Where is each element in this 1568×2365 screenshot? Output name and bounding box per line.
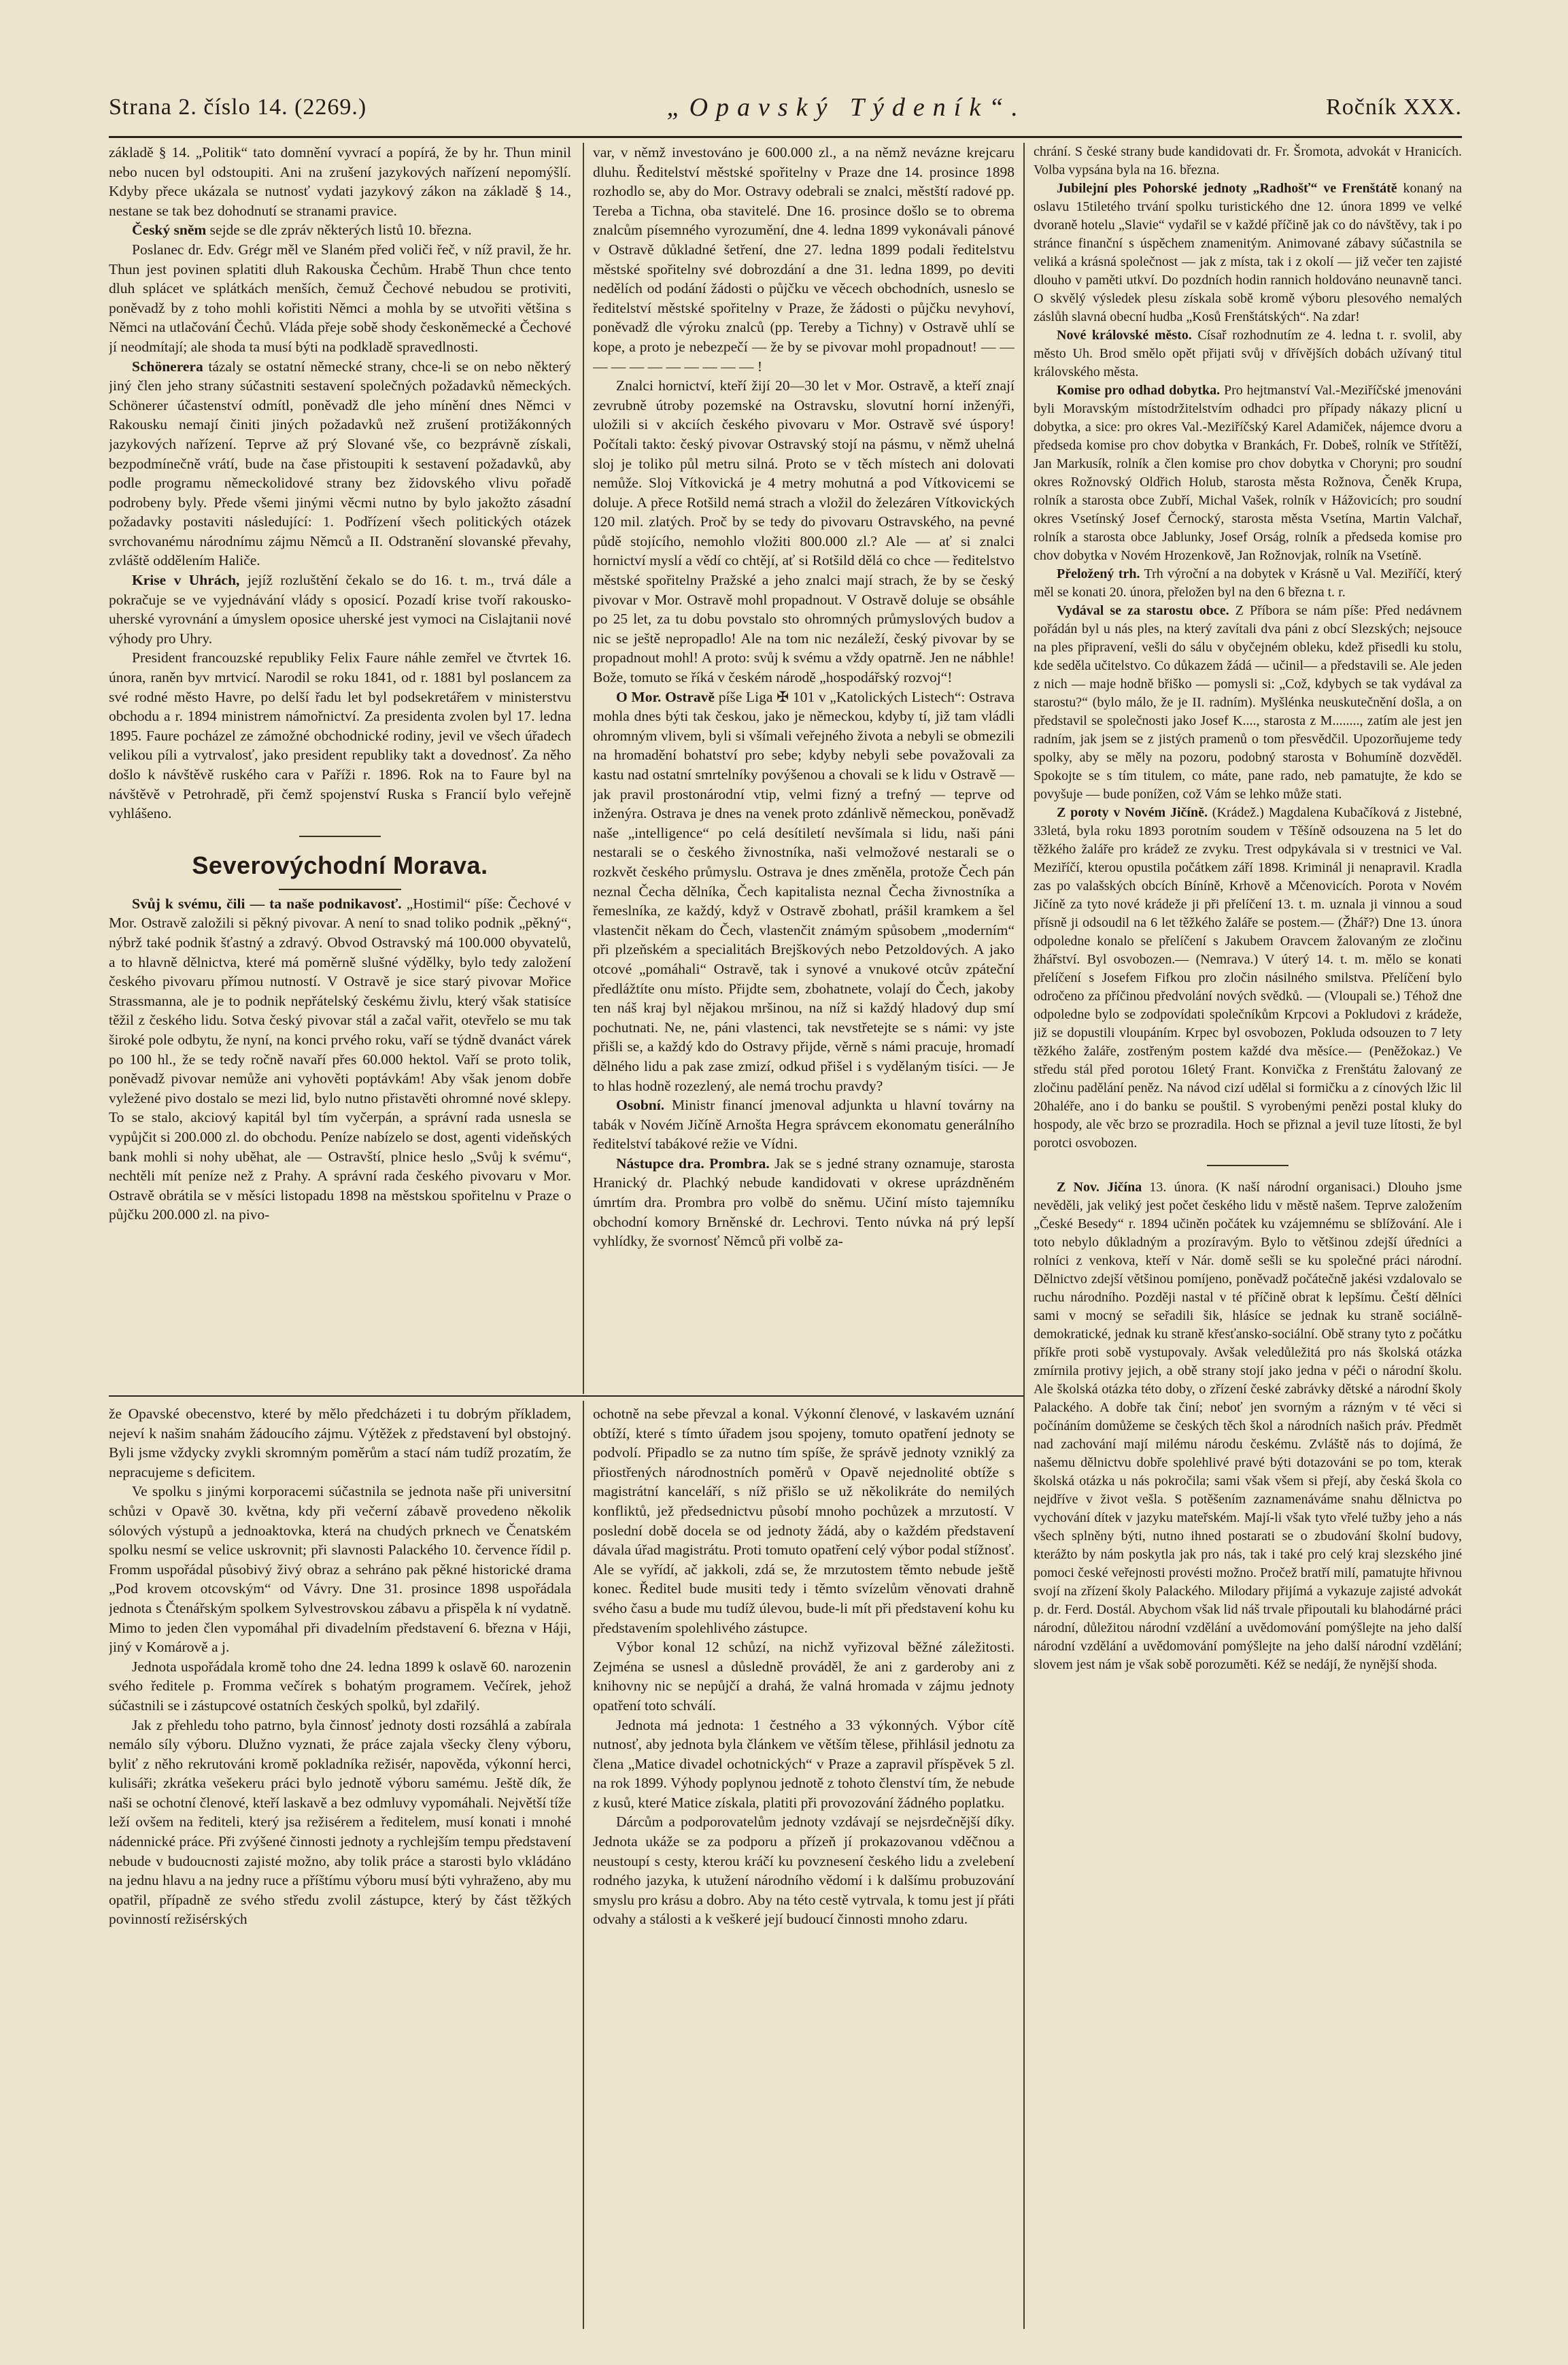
paragraph: Jednota má jednota: 1 čestného a 33 výkonných. Výbor cítě nutnosť, aby jednota byla článkem ve větším tělese, přihlásil jednotu za člena „Matice divadel ochotnických“ v Praze a zapravil příspěvek 5 zl. na rok 1899. Výhody poplynou jednotě z tohoto členství tím, že nebude z kusů, které Matice získala, platiti při provozování žádného poplatku. — [593, 1716, 1015, 1811]
paragraph: Dárcům a podporovatelům jednoty vzdávají se nejsrdečnější díky. Jednota ukáže se za podporu a přízeň jí prokazovanou vděčnou a neustoupí s cesty, kterou kráčí ku povznesení českého lidu a zvelebení rodného jazyka, k utužení národního vědomí i k dalšímu probuzování smyslu pro krásu a dobro. Aby na této cestě vytrvala, k tomu jest jí přáti odvahy a stálosti a k veškeré její budoucí činnosti mnoho zdaru. — [593, 1814, 1015, 1928]
paragraph-text: Ministr financí jmenoval adjunkta u hlavní továrny na tabák v Novém Jičíně Arnošta Hegra správcem ekonomatu generálního ředitelství tabákové režie ve Vídni. — [593, 1097, 1015, 1153]
paragraph-text: Jak se s jedné strany oznamuje, starosta Hranický dr. Plachký nebude kandidovati v okrese uprázdněném úmrtím dra. Prombra pro volbě do sněmu. Učiní místo tajemníku obchodní komory Brněnské dr. Lechrovi. Tento núvka ná prý lepší vyhlídky, že svornosť Němců při volbě za- — [593, 1155, 1015, 1250]
paragraph-lead: Nástupce dra. Prombra. — [616, 1155, 770, 1172]
column-rule-3 — [583, 1401, 584, 2329]
paragraph-lead: Z poroty v Novém Jičíně. — [1057, 805, 1208, 820]
paragraph — [593, 1095, 1015, 1154]
paragraph — [109, 571, 571, 648]
paragraph — [1034, 1178, 1462, 1674]
paragraph-lead: Komise pro odhad dobytka. — [1057, 383, 1221, 398]
header-rule — [109, 136, 1462, 138]
paragraph-lead: Z Nov. Jičína — [1057, 1180, 1142, 1195]
paragraph-lead: O Mor. Ostravě — [616, 688, 715, 705]
paragraph — [1034, 180, 1462, 326]
paragraph-text: Pro hejtmanství Val.-Meziříčské jmenováni byli Moravským místodržitelstvím odhadci pro případy nákazy plicní u dobytka, a sice: pro okres Val.-Meziříčský Karel Adamiček, nájemce dvoru a předseda komise pro chov dobytka v Brankách, Fr. Dobeš, rolník ve Střítěží, Jan Markusík, rolník a člen komise pro chov dobytka v Choryni; pro soudní okres Rožnovský Oldřich Holub, starosta města Rožnova, Čeněk Krupa, rolník a starosta obce Zubří, Michal Vašek, rolník v Hážovicích; pro soudní okres Vsetínský Josef Černocký, starosta města Vsetína, Martin Valchař, rolník a starosta obce Jablunky, Josef Orság, rolník a předseda komise pro chov dobytka v Novém Hrozenkově, Jan Rožnovjak, rolník na Vsetíně. — [1034, 383, 1462, 563]
paragraph: základě § 14. „Politik“ tato domnění vyvrací a popírá, že by hr. Thun minil nebo nucen byl odstoupiti. Ani na zrušení jazykových nařízení nepomýšlí. Kdyby přece ukázala se nutnosť vydati jazykový zákon na základě § 14., nestane se tak bez dohodnutí se stranami pravice. — [109, 144, 571, 219]
paragraph-lead: Schönerera — [132, 358, 203, 375]
separator — [1207, 1165, 1289, 1166]
page-header — [109, 87, 1462, 128]
newspaper-title: „Opavský Týdeník“. — [666, 93, 1026, 122]
paragraph: Jednota uspořádala kromě toho dne 24. ledna 1899 k oslavě 60. narozenin svého ředitele p. Fromma večírek s bohatým programem. Večírek, jehož súčastnili se i zástupcové ostatních českých spolků, byl zdařilý. — [109, 1658, 571, 1714]
paragraph — [1034, 326, 1462, 381]
column-rule-2 — [1023, 143, 1025, 2329]
separator — [299, 836, 381, 837]
paragraph-text: tázaly se ostatní německé strany, chce-li se on nebo některý jiný člen jeho strany súčastniti sestavení společných požadavků německých. Schönerer účastenství odmítl, poněvadž dle jeho mínění dnes Němci v Rakousku nemají činiti jiných požadavků než zrušení protižákonných jazykových nařízení. Teprve až prý Slované vše, co bezprávně získali, bezpodmínečně vrátí, bude na čase přistoupiti k sestavení požadavků, aby podle programu německolidové strany bez židovského vlivu pořadě podrobeny byly. Přede všemi jinými věcmi nutno by bylo jakožto zásadní požadavky postaviti následující: 1. Podřízení všech politických otázek svrchovanému národnímu zájmu Němců a II. Odstranění slovanské převahy, zvláště oddělením Haliče. — [109, 358, 571, 569]
newspaper-page — [109, 75, 1462, 2339]
paragraph-text: Trh výroční a na dobytek v Krásně u Val. Meziříčí, který měl se konati 20. února, přeložen byl na den 6 března t. r. — [1034, 566, 1462, 600]
paragraph: Ve spolku s jinými korporacemi súčastnila se jednota naše při universitní schůzi v Opavě 30. května, kdy při večerní zábavě provedeno několik sólových výstupů a jednoaktovka, která na chudých prknech ve Čenatském spolku nesmí se velice uskrovnit; při slavnosti Palackého 10. července řídil p. Fromm uspořádal působivý živý obraz a sehráno pak pěkné historické drama „Pod krovem otcovským“ od Vávry. Dne 31. prosince 1898 uspořádala jednota s Čtenářským spolkem Sylvestrovskou zábavu a přispěla k ní vydatně. Mimo to jeden člen vypomáhal při divadelním představení 6. března v Háji, jiný v Komárově a j. — [109, 1483, 571, 1656]
paragraph: var, v němž investováno je 600.000 zl., a na němž nevázne krejcaru dluhu. Ředitelství městské spořitelny v Praze dne 14. prosince 1898 rozhodlo se, aby do Mor. Ostravy odebrali se znalci, městští radové pp. Tereba a Tichna, oba stavitelé. Dne 16. prosince došlo se to obrema znalcům písemného vyrozumění, dne 4. ledna 1899 vykonávali pánové v Ostravě důkladné šetření, dne 27. ledna 1899 podali ředitelstvu městské spořitelny své dobrozdání a dne 31. ledna 1899, po deviti nedělích od podání žádosti o půjčku ve věcech obchodních, usneslo se ředitelství městské spořitelny v Praze, že žádosti o půjčku nevyhoví, poněvadž dle výroku znalců (pp. Tereby a Tichny) v Ostravě uhlí se kope, a proto je nebezpečí — že by se pivovar mohl propadnout! — — — — — — — — — — — ! — [593, 144, 1015, 375]
paragraph-text: sejde se dle zpráv některých listů 10. března. — [206, 222, 472, 239]
paragraph: Znalci hornictví, kteří žijí 20—30 let v Mor. Ostravě, a kteří znají zevrubně útroby pozemské na Ostravsku, slovutní horní inženýři, uložili si v akciích českého pivovaru v Mor. Ostravě své úspory! Počítali takto: český pivovar Ostravský stojí na pásmu, v němž uhelná sloj je toliko půl metru silná. Proto se v těch místech ani dolovati nemůže. Sloj Vítkovická je 4 metry mohutná a pod Vítkovicemi se doluje. A přece Rotšild nemá strach a vložil do železáren Vítkovických 120 mil. zlatých. Proč by se tedy do pivovaru Ostravského, na pevné půdě stojícího, nemohlo vložiti 800.000 zl.? Ale — ať si znalci hornictví myslí a vědí co chtějí, ať si Rotšild dělá co chce — ředitelstvo městské spořitelny Pražské a jeho znalci mají strach, že by se český pivovar v Mor. Ostravě mohl propadnout. V Ostravě doluje se obsáhle po 25 let, za tu dobu povstalo sto ohromných průmyslových budov a nic se ještě nepropadlo! Ale na tom nic nezáleží, český pivovar by se propadnout mohl! A proto: svůj k svému a vždy opatrně. Jen ne nábhle! Bože, tomuto se říká v českém národě „hospodářský rozvoj“! — [593, 377, 1015, 686]
paragraph — [109, 220, 571, 240]
paragraph — [1034, 602, 1462, 804]
paragraph-text: jejíž rozluštění čekalo se do 16. t. m., trvá dále a pokračuje se ve vyjednávání vlády s oposicí. Pozadí krise tvoří rakousko-uherské vyrovnání a úmyslem oposice uherské jest vymoci na Cislajtanii nové výhody pro Uhry. — [109, 572, 571, 647]
paragraph — [1034, 565, 1462, 602]
paragraph: že Opavské obecenstvo, které by mělo předcházeti i tu dobrým příkladem, nejeví k našim snahám žádoucího zájmu. Výtěžek z představení byl obstojný. Byli jsme vždycky zvykli skromným poměrům a stací nám tudíž prozatím, že nepracujeme s deficitem. — [109, 1406, 571, 1480]
paragraph: President francouzské republiky Felix Faure náhle zemřel ve čtvrtek 16. února, raněn byv mrtvicí. Narodil se roku 1841, od r. 1881 byl poslancem za své rodné město Havre, po delší řadu let byl podsekretářem v ministerstvu obchodu a r. 1894 ministrem námořnictví. Za presidenta zvolen byl 17. ledna 1895. Faure pocházel ze zámožné obchodnické rodiny, jevil ve všech úřadech velikou píli a vytrvalosť, jako president republiky takt a dovednosť. Za něho došlo k návštěvě ruského cara v Paříži r. 1896. Rok na to Faure byl na návštěvě v Petrohradě, při čemž spojenství Ruska s Francií bylo veřejně vyhlášeno. — [109, 649, 571, 822]
paragraph: Výbor konal 12 schůzí, na nichž vyřizoval běžné záležitosti. Zejména se usnesl a důsledně prováděl, že ani z garderoby ani z knihovny nic se nepůjčí a drahá, že valná hromada v zájmu jednoty opatření toto schválí. — [593, 1639, 1015, 1714]
paragraph-lead: Vydával se za starostu obce. — [1057, 603, 1229, 618]
paragraph-lead: Jubilejní ples Pohorské jednoty „Radhošť“ ve Frenštátě — [1057, 181, 1397, 196]
column-2 — [593, 143, 1015, 1394]
mid-horizontal-rule — [109, 1395, 1023, 1397]
paragraph — [109, 357, 571, 571]
paragraph-lead: Český sněm — [132, 222, 207, 239]
paragraph-text: (Krádež.) Magdalena Kubačíková z Jistebné, 33letá, byla roku 1893 porotním soudem v Těšíně odsouzena na 5 let do těžkého žaláře pro krádež ze zvyku. Trest odpykávala si v trestnici ve Val. Meziříčí, kterou opustila počátkem září 1898. Kriminál ji nenapravil. Kradla zas po valašských obcích Bíníně, Krhově a Mčenovicích. Porota v Novém Jičíně za tyto nové krádeže ji při přelíčení 13. t. m. uznala ji vinnou a soud přísně ji odsoudil na 6 let těžkého žaláře se postem.— (Žhář?) Dne 13. února odpoledne konalo se přelíčení s Jakubem Oravcem žalovaným ze zločinu žhářství. Byl osvobozen.— (Nemrava.) V úterý 14. t. m. mělo se konati přelíčení s Josefem Fifkou pro zločin násilného smilstva. Přelíčení bylo odročeno za příčinou předvolání nových svědků. — (Vloupali se.) Téhož dne odpoledne bylo se zodpovídati společníkům Krpcovi a Pokludovi z krádeže, již se dopustili vloupáním. Krpec byl osvobozen, Pokluda odsouzen to 7 lety těžkého žaláře, zostřeným postem každé dva měsíce.— (Peněžokaz.) Ve středu stál před porotou 16letý Frant. Konvička z Frenštátu žalovaný ze zločinu padělání peněz. Na návod cizí udělal si formičku a z cínových lžic lil 20haléře, ano i do banku se pouštil. S vyrobenými penězi postal kluky do hospody, ale věc brzo se prozradila. Hoch se přiznal a jevil tuze lítosti, že byl porotci osvobozen. — [1034, 805, 1462, 1151]
section-title: Severovýchodní Morava. — [192, 851, 488, 879]
paragraph-text: píše Liga ✠ 101 v „Katolických Listech“: Ostrava mohla dnes býti tak českou, jako je německou, kdyby tí, již tam vládli ohromným vlivem, byli si všímali veřejného života a nebyli se obmezili na hromadění bohatství pro sebe; kdyby nebyli sebe považovali za kastu nad ostatní smrtelníky povýšenou a chovali se k lidu v Ostravě — jak pravil prostonárodní vtip, velmi fizný a trefný — teprve od inženýra. Ostrava je dnes na venek proto zdánlivě německou, poněvadž naše „intelligence“ po celá desítiletí nevšímala si lidu, naši páni nestarali se o českého živnostníka, naši velmožové nestarali se o rozkvět českého průmyslu. Ostrava je dnes změněla, protože Čech pán neznal Čecha dělníka, Čech kapitalista neznal Čecha živnostníka a řemeslníka, ze každý, když v Ostravě zbohatl, prášil kramkem a šel vlastenčit někam do Čech, vlastenčit známým spůsobem „moderním“ při plzeňském a specialitách Brejškových nebo Petzoldových. A jako otcové „pomáhali“ Ostravě, tak i synové a vnukové otcův zpáteční předlážtíte onu místo. Přijdte sem, zbohatnete, volají do Čech, jakoby ten náš kraj byl nějakou mršinou, na níž si každý hladový dup smí pochutnati. Ne, ne, páni vlastenci, tak nevstřetejte se s námi: vy jste přišli se, a každý kdo do Ostravy přijde, věrně s námi pracuje, hromadí dělného lidu a pak zase zmizí, odkud přišel i s vydělaným tisíci. — Je to hlas hodně rozezlený, ale nemá trochu pravdy? — [593, 688, 1015, 1094]
paragraph-lead: Osobní. — [616, 1097, 665, 1114]
paragraph — [109, 894, 571, 1225]
paragraph — [1034, 804, 1462, 1153]
paragraph: Jak z přehledu toho patrno, byla činnosť jednoty dosti rozsáhlá a zabírala nemálo síly výboru. Dlužno vyznati, že práce zajala všecky členy výboru, byliť z něho rekrutováni kromě pokladníka režisér, napověda, výkonní herci, kulisáři; zkrátka vešekeru práci bylo jednotě výboru samému. Ještě dík, že naši se ochotní členové, kteří laskavě a bez odmluvy vypomáhali. Největší tíže leží ovšem na řediteli, který jsa režisérem a ředitelem, musí konati i mnohé nádennické práce. Při zvýšené činnosti jednoty a rychlejším tempu představení nebude v budoucnosti zajisté možno, aby tolik práce a starosti bylo vkládáno na jednu hlavu a na jedny ruce a příštímu výboru musí býti vyhraženo, aby mu opatřil, případně ze svého středu zvolil zástupce, který by část těžkých povinností režisérských — [109, 1716, 571, 1928]
paragraph: ochotně na sebe převzal a konal. Výkonní členové, v laskavém uznání obtíží, které s tímto úřadem jsou spojeny, tomuto opatření jednoty se podvolí. Připadlo se za nutno tím spíše, že správě jednoty vzniklý za přiostřených národnostních poměrů v Opavě nejednolité obtíže s magistrátní kanceláří, s níž přišlo se už několikráte do nemilých konfliktů, jež předsednictvu působí mnoho pochůzek a mrzutostí. V poslední době docela se od jednoty žádá, aby o každém představení dávala úřad magistrátu. Proti tomuto opatření celý výbor podal stížnosť. Ale se vyřídí, ač jakkoli, zdá se, že mrzutostem těmto nebude ještě konec. Ředitel bude musiti tedy i těmto svízelům věnovati drahně svého času a bude mu tudíž úlevou, bude-li mít při představení kohu ku představením spolehlivého zástupce. — [593, 1406, 1015, 1636]
paragraph: Poslanec dr. Edv. Grégr měl ve Slaném před voliči řeč, v níž pravil, že hr. Thun jest povinen splatiti dluh Rakouska Čechům. Hrabě Thun chce tento dluh splácet ve splátkách menších, čemuž Čechové nebudou se protiviti, poněvadž by z toho mohli kořistiti Němci a mohla by se utvořiti většina s Němci na utlačování Čechů. Vláda přeje sobě shody českoněmecké a Čechové jí neodmítají; ale shoda ta musí býti na podkladě spravedlnosti. — [109, 241, 571, 355]
paragraph: chrání. S české strany bude kandidovati dr. Fr. Šromota, advokát v Hranicích. Volba vypsána byla na 16. března. — [1034, 144, 1462, 177]
column-1 — [109, 143, 571, 1394]
paragraph-text: 13. února. (K naší národní organisaci.) Dlouho jsme nevěděli, jak veliký jest počet českého lidu v městě našem. Teprve založením „České Besedy“ r. 1894 učiněn počátek ku vzájemnému se sblížování. Ale i toto nebylo důkladným a prozíravým. Bylo to většinou zdejší úředníci a rolníci z venkova, kteří v Nár. domě sešli se ku společné práci národní. Dělnictvo zdejší většinou pomíjeno, poněvadž počátečně jakési vzdalovalo se ruchu národního. Později nastal v té příčině obrat k lepšímu. Čeští dělníci sami v mocný se seřadili šik, hlásíce se jednak ku straně sociálně-demokratické, jednak ku straně křesťansko-sociální. Obě strany tyto z počátku příkře proti sobě vystupovaly. Avšak veledůležitá pro nás školská otázka zmírnila protivy jejich, a obě strany stojí jako jedna v péči o národní školu. Ale školská otázka této doby, o zřízení české zabrávky dětské a národní školy Palackého. A dobře tak činí; neboť jen svorným a rázným v té věci si počínáním domůžeme se českých těch škol a národních našich práv. Předmět nad zachování mají milému národu českému. Zvláště nás to dojímá, že našemu dělnictvu dobře spolehlivé pravé býti dotazováni se po tom, kterak školská otázka u nás pokročila; sami však všem si přejí, aby česká škola co nejdříve v život vešla. S potěšením zaznamenáváme snahu dělnictva po vychování dítek v jazyku mateřském. Mají-li však tyto vřelé tužby jeho a nás všech splněny býti, nutno ihned postarati se o zbudování školní budovy, kterážto by nám poskytla jak pro nás, tak i také pro celý kraj slezského jiné pomoci české veřejnosti provésti možno. Pročež bratří milí, pamatujte hřivnou svojí na zřízení školy Palackého. Milodary přijímá a vykazuje zajisté advokát p. dr. Ferd. Dostál. Abychom však lid náš trvale připoutali ku blahodárné práci národní, důležitou národní vzdělání a uvědomování pomýšlejte na jeho další národní vzdělání a uvědomování pomýšlejte na jeho další národní vzdělání; slovem jest nám je však sobě porozuměti. Kéž se nedájí, že nynější shoda. — [1034, 1180, 1462, 1672]
paragraph-lead: Nové královské město. — [1057, 328, 1192, 343]
column-rule-1 — [583, 143, 584, 1394]
paragraph — [593, 687, 1015, 1095]
paragraph-text: Císař rozhodnutím ze 4. ledna t. r. svolil, aby město Uh. Brod smělo opět přijati svůj v dřívějších dobách užívaný titul královského města. — [1034, 328, 1462, 379]
paragraph-text: konaný na oslavu 15tiletého trvání spolku turistického dne 12. února 1899 ve velké dvoraně hotelu „Slavie“ vydařil se v každé příčině jak co do návštěvy, tak i po stránce finanční s úspěchem znamenitým. Animované zábavy súčastnila se veliká a krásná společnost — jak z místa, tak i z okolí — již večer ten zajisté dlouho v paměti utkví. Do pozdních hodin rannich holdováno neunavně tanci. O skvělý výsledek plesu získala sobě kromě výboru plesového nemalých záslůh slavná obecní hudba „Kosů Frenštátských“. Na zdar! — [1034, 181, 1462, 324]
paragraph-text: „Hostimil“ píše: Čechové v Mor. Ostravě založili si pěkný pivovar. A není to snad toliko podnik „pěkný“, nýbrž také podnik šťastný a zdravý. Obvod Ostravský má 100.000 obyvatelů, a to hlavně dělnictva, které má poměrně slušné výdělky, bylo tedy založení českého pivovaru přímou nutností. V Ostravě je sice starý pivovar Mořice Strassmanna, ale je to podnik nepřátelský českému živlu, který však statisíce těžil z českého lidu. Sotva český pivovar stál a začal vařit, otevřelo se mu tak široké pole odbytu, že nyní, na konci prvého roku, vaří se týdně dvanáct várek po 100 hl., že se tedy ročně navaří přes 60.000 hektol. Vaří se proto tolik, poněvadž pivovar nemůže ani vyhověti poptávkám! Aby však jenom dobře vyležené pivo dostalo se mezi lid, bylo nutno přistavěti ohromné nové sklepy. To se stalo, akciový kapitál byl tím vyčerpán, a správní rada usnesla se vypůjčit si 200.000 zl. do obchodu. Peníze nabízelo se dost, agenti videňských bank mohli si nohy uběhat, ale — Ostravští, plnice heslo „Svůj k svému“, nechtěli mít peníze než z Prahy. A správní rada českého pivovaru v Mor. Ostravě obrátila se v měsíci listopadu 1898 na městskou spořitelnu v Praze o půjčku 200.000 zl. na pivo- — [109, 895, 571, 1223]
paragraph-text: Z Příbora se nám píše: Před nedávnem pořádán byl u nás ples, na který zavítali dva páni z obcí Slezských; nejsouce na ples připravení, vešli do sálu v obyčejném obleku, kdež přisedli ku stolu, kde seděla učitelstvo. Co důkazem žádá — učinil— a představili se. Ale jeden z nich — maje hodně břiško — pomysli si: „Což, kdybych se tak vydával za starostu?“ (bylo málo, že je II. radním). Myšlénka neuskutečnění došla, a on představil se společnosti jako Josef K...., starosta z M........, zatím ale jest jen radním, jak jsem se z jistých pramenů o tom přesvědčil. Upozorňujeme tedy spolky, aby se měly na pozoru, podobný starosta v Bohumíně dozvěděl. Spokojte se s tím titulem, co máte, pane rado, neb pamatujte, že kdo se povyšuje — bude ponížen, což Vám se lehko může stati. — [1034, 603, 1462, 802]
column-4 — [109, 1404, 571, 2329]
column-3 — [1034, 143, 1462, 2329]
paragraph-lead: Svůj k svému, čili — ta naše podnikavosť. — [132, 895, 402, 912]
paragraph-lead: Krise v Uhrách, — [132, 572, 240, 589]
separator — [279, 889, 401, 890]
paragraph — [593, 1154, 1015, 1251]
column-5 — [593, 1404, 1015, 2329]
volume-number: Ročník XXX. — [1326, 95, 1462, 120]
page-number: Strana 2. číslo 14. (2269.) — [109, 95, 367, 120]
paragraph-lead: Přeložený trh. — [1057, 566, 1140, 581]
paragraph — [1034, 381, 1462, 565]
